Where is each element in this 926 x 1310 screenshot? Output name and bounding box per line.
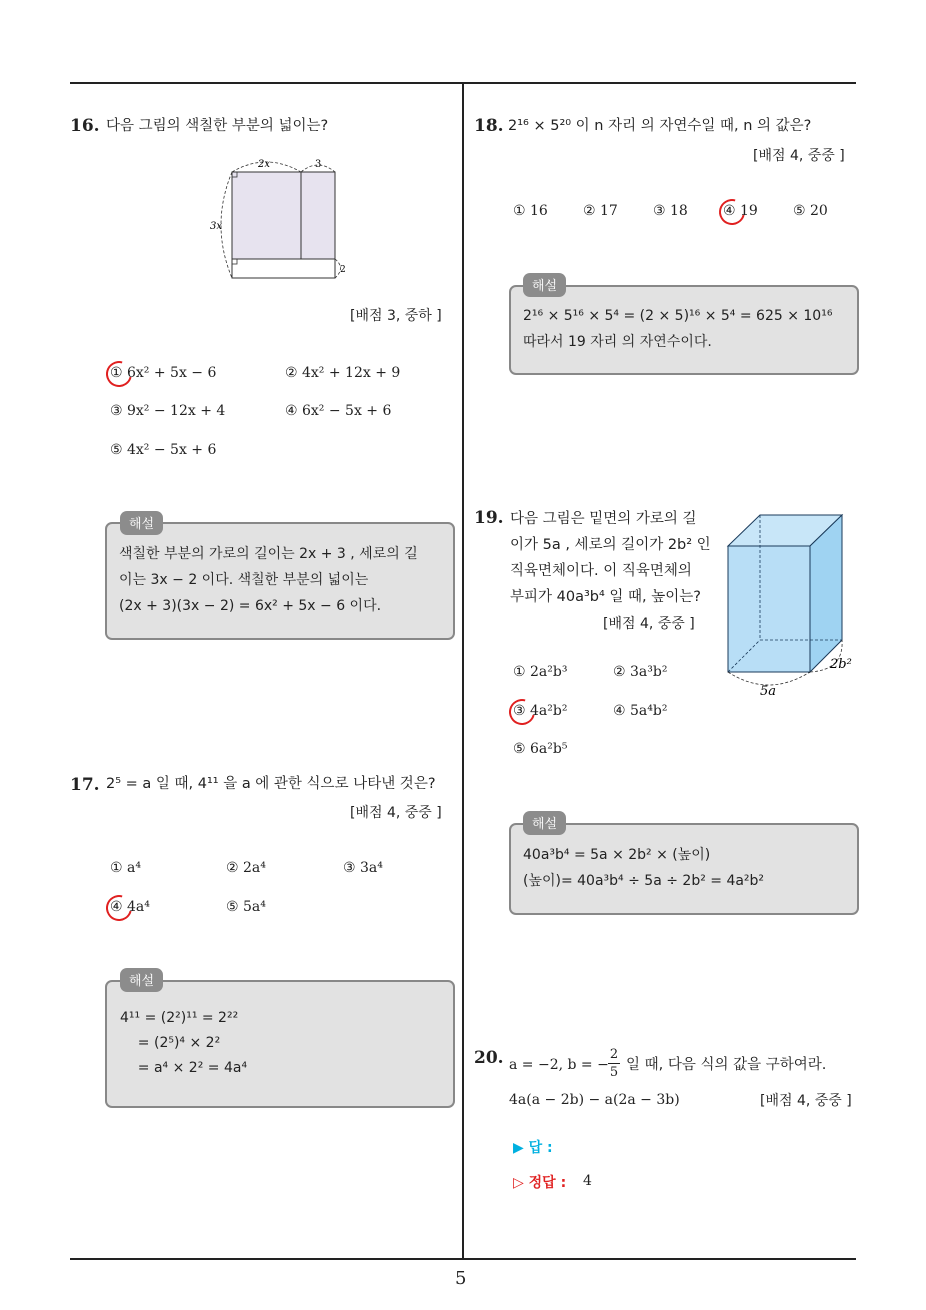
q19-answer-mark (504, 694, 540, 730)
q16-solution-tag: 해설 (120, 511, 163, 535)
q16-choice-4[interactable]: ④ 6x² − 5x + 6 (285, 403, 392, 419)
q18-number: 18. (474, 116, 504, 136)
q16-choice-5[interactable]: ⑤ 4x² − 5x + 6 (110, 442, 217, 458)
q18-choice-5[interactable]: ⑤ 20 (793, 203, 828, 219)
q17-solution-line-3: = a⁴ × 2² = 4a⁴ (120, 1060, 248, 1076)
q20-answer-input[interactable] (580, 1133, 730, 1157)
q20-correct-value: 4 (583, 1173, 592, 1189)
q17-solution-tag: 해설 (120, 968, 163, 992)
q17-choice-1[interactable]: ① a⁴ (110, 860, 141, 876)
q18-solution-tag: 해설 (523, 273, 566, 297)
fig19-width: 5a (760, 684, 777, 699)
q16-answer-mark (101, 356, 137, 392)
q16-figure (206, 150, 366, 280)
q19-choice-5[interactable]: ⑤ 6a²b⁵ (513, 741, 568, 757)
q19-meta: [배점 4, 중중 ] (603, 616, 695, 632)
q17-answer-mark (101, 890, 137, 926)
fig16-right: 2 (340, 265, 346, 275)
q20-frac-den: 5 (609, 1065, 619, 1080)
q19-question-line-2: 이가 5a , 세로의 길이가 2b² 인 (510, 537, 711, 553)
q17-choice-3[interactable]: ③ 3a⁴ (343, 860, 383, 876)
q17-question: 2⁵ = a 일 때, 4¹¹ 을 a 에 관한 식으로 나타낸 것은? (106, 776, 436, 792)
q19-choice-1[interactable]: ① 2a²b³ (513, 664, 568, 680)
q19-cuboid-figure (720, 512, 860, 702)
q18-choice-1[interactable]: ① 16 (513, 203, 548, 219)
page-number: 5 (455, 1268, 467, 1289)
q16-choice-3[interactable]: ③ 9x² − 12x + 4 (110, 403, 226, 419)
q17-choice-4[interactable]: ④ 4a⁴ (110, 899, 150, 915)
q18-choice-3[interactable]: ③ 18 (653, 203, 688, 219)
q20-frac-num: 2 (609, 1047, 619, 1062)
q16-solution-line-2: 이는 3x − 2 이다. 색칠한 부분의 넓이는 (119, 572, 369, 588)
q17-solution-line-1: 4¹¹ = (2²)¹¹ = 2²² (120, 1010, 239, 1026)
q19-solution-tag: 해설 (523, 811, 566, 835)
q16-question: 다음 그림의 색칠한 부분의 넓이는? (106, 118, 329, 134)
q19-question-line-3: 직육면체이다. 이 직육면체의 (510, 563, 692, 579)
q19-solution-line-1: 40a³b⁴ = 5a × 2b² × (높이) (523, 847, 711, 863)
q16-solution-line-1: 색칠한 부분의 가로의 길이는 2x + 3 , 세로의 길 (119, 546, 418, 562)
fig19-depth: 2b² (830, 657, 852, 672)
fig16-left: 3x (210, 221, 223, 232)
q18-answer-mark (714, 194, 750, 230)
q17-choice-2[interactable]: ② 2a⁴ (226, 860, 266, 876)
q19-solution-line-2: (높이)= 40a³b⁴ ÷ 5a ÷ 2b² = 4a²b² (523, 873, 765, 889)
q20-expression: 4a(a − 2b) − a(2a − 3b) (509, 1092, 680, 1108)
q19-question-line-4: 부피가 40a³b⁴ 일 때, 높이는? (510, 589, 701, 605)
q20-condition: a = −2, b = − (509, 1057, 609, 1073)
fig16-top-b: 3 (315, 159, 322, 170)
q17-solution-line-2: = (2⁵)⁴ × 2² (120, 1035, 221, 1051)
q18-meta: [배점 4, 중중 ] (753, 148, 845, 164)
q17-meta: [배점 4, 중중 ] (350, 805, 442, 821)
q19-question-line-1: 다음 그림은 밑면의 가로의 길 (510, 511, 697, 527)
q19-choice-3[interactable]: ③ 4a²b² (513, 703, 568, 719)
fig16-top-a: 2x (258, 159, 271, 170)
q19-number: 19. (474, 508, 504, 528)
q19-choice-4[interactable]: ④ 5a⁴b² (613, 703, 668, 719)
q17-choice-5[interactable]: ⑤ 5a⁴ (226, 899, 266, 915)
column-divider (462, 83, 464, 1258)
q16-choice-2[interactable]: ② 4x² + 12x + 9 (285, 365, 401, 381)
q20-correct-label: ▷ 정답 : (513, 1175, 567, 1191)
bottom-rule (70, 1258, 856, 1260)
q18-solution-line-1: 2¹⁶ × 5¹⁶ × 5⁴ = (2 × 5)¹⁶ × 5⁴ = 625 × 10¹⁶ (523, 308, 833, 324)
q20-meta: [배점 4, 중중 ] (760, 1093, 852, 1109)
q20-number: 20. (474, 1048, 504, 1068)
q16-number: 16. (70, 116, 100, 136)
q17-number: 17. (70, 775, 100, 795)
q16-choice-1[interactable]: ① 6x² + 5x − 6 (110, 365, 217, 381)
q20-answer-label: ▶ 답 : (513, 1140, 553, 1156)
q18-solution-line-2: 따라서 19 자리 의 자연수이다. (523, 334, 712, 350)
q16-meta: [배점 3, 중하 ] (350, 308, 442, 324)
q19-choice-2[interactable]: ② 3a³b² (613, 664, 668, 680)
q20-question: 일 때, 다음 식의 값을 구하여라. (626, 1057, 827, 1073)
q18-question: 2¹⁶ × 5²⁰ 이 n 자리 의 자연수일 때, n 의 값은? (508, 118, 812, 134)
q20-fraction (608, 1046, 620, 1081)
q18-choice-4[interactable]: ④ 19 (723, 203, 758, 219)
q16-solution-line-3: (2x + 3)(3x − 2) = 6x² + 5x − 6 이다. (119, 598, 382, 614)
q18-choice-2[interactable]: ② 17 (583, 203, 618, 219)
